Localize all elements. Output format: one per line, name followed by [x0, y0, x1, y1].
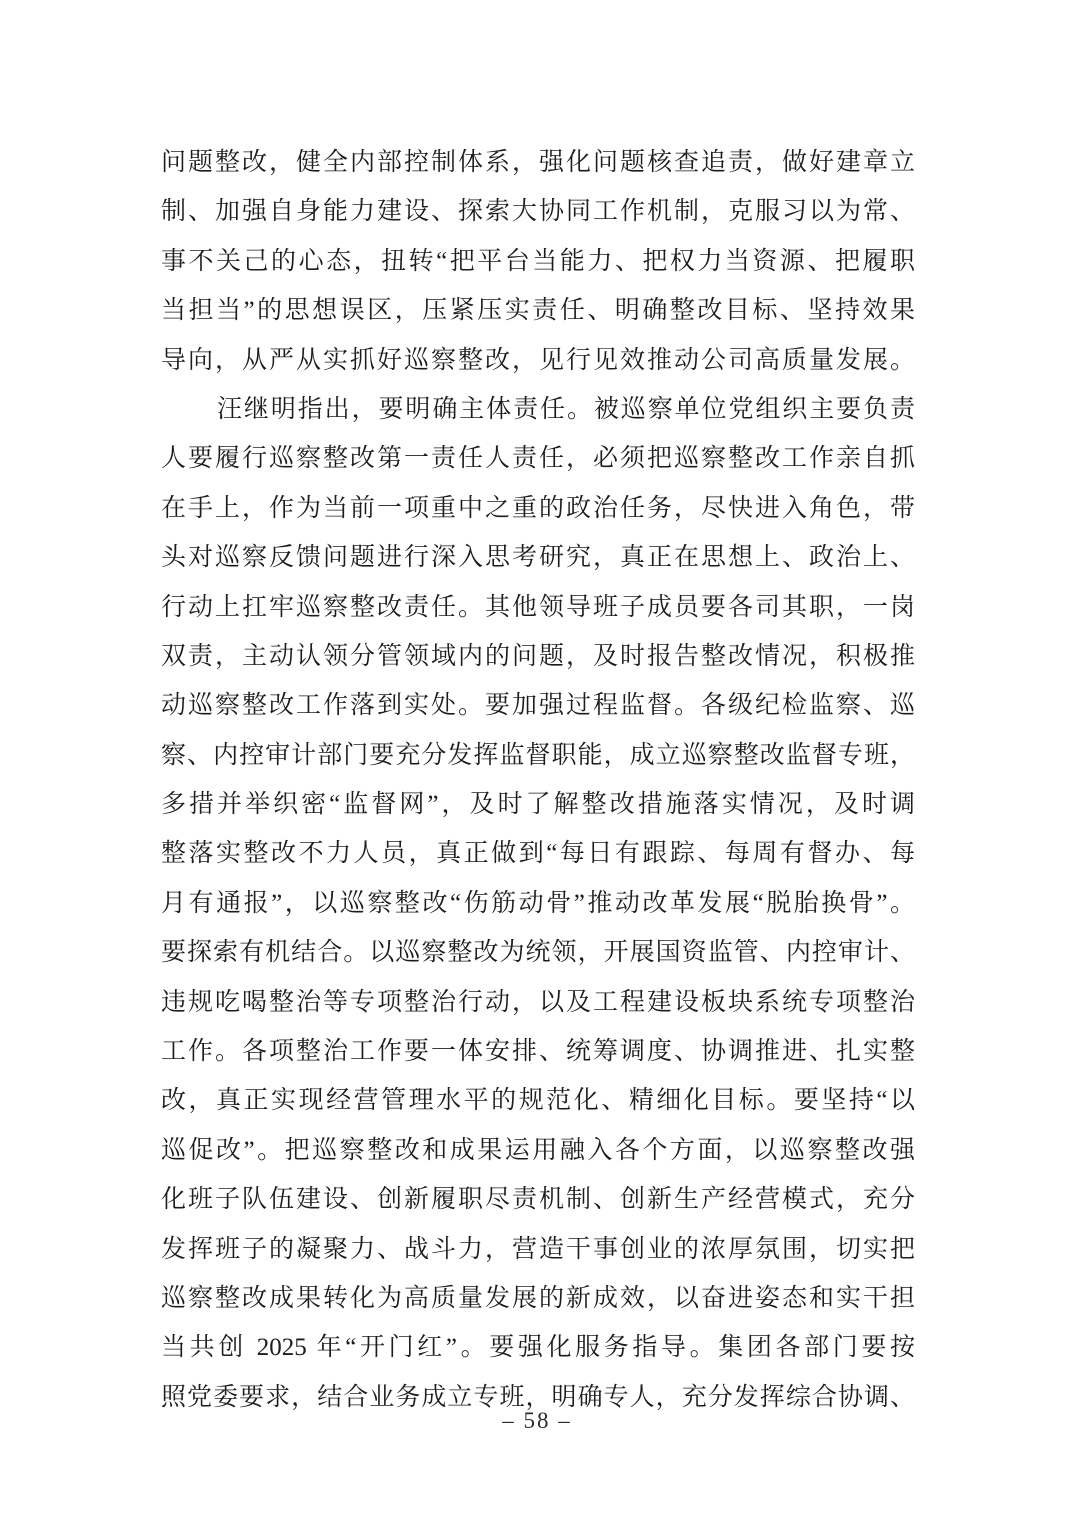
text-line: 察、内控审计部门要充分发挥监督职能，成立巡察整改监督专班，: [161, 741, 915, 769]
text-line: 巡促改”。把巡察整改和成果运用融入各个方面，以巡察整改强: [161, 1136, 915, 1164]
text-line: 月有通报”，以巡察整改“伤筋动骨”推动改革发展“脱胎换骨”。: [161, 889, 915, 917]
text-line: 改，真正实现经营管理水平的规范化、精细化目标。要坚持“以: [161, 1087, 915, 1115]
text-line: 汪继明指出，要明确主体责任。被巡察单位党组织主要负责: [217, 395, 915, 423]
text-line: 整落实整改不力人员，真正做到“每日有跟踪、每周有督办、每: [161, 840, 915, 868]
page-number: – 58 –: [502, 1408, 572, 1433]
text-line: 人要履行巡察整改第一责任人责任，必须把巡察整改工作亲自抓: [161, 445, 915, 473]
text-line: 问题整改，健全内部控制体系，强化问题核查追责，做好建章立: [161, 149, 915, 176]
text-line: 化班子队伍建设、创新履职尽责机制、创新生产经营模式，充分: [161, 1186, 915, 1214]
text-line: 制、加强自身能力建设、探索大协同工作机制，克服习以为常、: [161, 198, 915, 226]
text-line: 动巡察整改工作落到实处。要加强过程监督。各级纪检监察、巡: [161, 692, 915, 720]
text-line: 照党委要求，结合业务成立专班，明确专人，充分发挥综合协调、: [161, 1383, 915, 1411]
text-line: 要探索有机结合。以巡察整改为统领，开展国资监管、内控审计、: [161, 939, 915, 967]
text-line: 导向，从严从实抓好巡察整改，见行见效推动公司高质量发展。: [161, 346, 915, 374]
text-line: 多措并举织密“监督网”，及时了解整改措施落实情况，及时调: [161, 791, 915, 819]
document-body-text: [161, 138, 915, 1422]
paragraph-wang-jiming-remarks: [161, 385, 915, 1422]
text-line: 当共创 2025 年“开门红”。要强化服务指导。集团各部门要按: [161, 1334, 915, 1362]
text-line: 违规吃喝整治等专项整治行动，以及工程建设板块系统专项整治: [161, 988, 915, 1016]
text-line: 行动上扛牢巡察整改责任。其他领导班子成员要各司其职，一岗: [161, 593, 915, 621]
text-line: 头对巡察反馈问题进行深入思考研究，真正在思想上、政治上、: [161, 544, 915, 572]
paragraph-continuation: [161, 138, 915, 385]
text-line: 事不关己的心态，扭转“把平台当能力、把权力当资源、把履职: [161, 247, 915, 275]
text-line: 巡察整改成果转化为高质量发展的新成效，以奋进姿态和实干担: [161, 1284, 915, 1312]
text-line: 双责，主动认领分管领域内的问题，及时报告整改情况，积极推: [161, 642, 915, 670]
text-line: 工作。各项整治工作要一体安排、统筹调度、协调推进、扎实整: [161, 1038, 915, 1066]
text-line: 当担当”的思想误区，压紧压实责任、明确整改目标、坚持效果: [161, 297, 915, 325]
text-line: 在手上，作为当前一项重中之重的政治任务，尽快进入角色，带: [161, 494, 915, 522]
text-line: 发挥班子的凝聚力、战斗力，营造干事创业的浓厚氛围，切实把: [161, 1235, 915, 1263]
